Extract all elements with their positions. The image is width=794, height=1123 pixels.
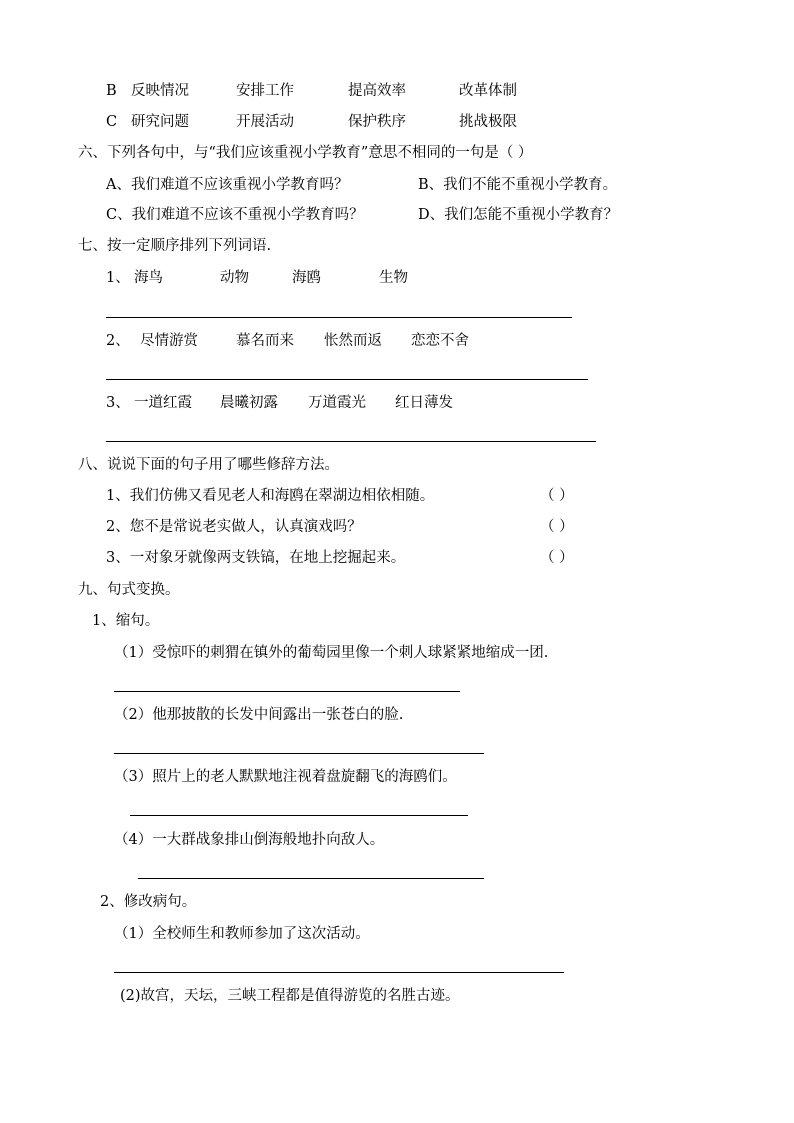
- q5-row-b-word-3: 提高效率: [348, 83, 406, 99]
- q5-row-b-word-1: 反映情况: [131, 83, 189, 99]
- q8-item-3: 3、一对象牙就像两支铁镐，在地上挖掘起来。: [106, 550, 406, 566]
- q5-row-c-letter: C: [106, 114, 118, 130]
- q9-part2-answer-line-1[interactable]: [114, 972, 564, 973]
- q6-title: 六、下列各句中，与“我们应该重视小学教育”意思不相同的一句是（ ）: [78, 145, 533, 161]
- q9-title: 九、句式变换。: [78, 582, 180, 598]
- q9-part1-item-3: （3）照片上的老人默默地注视着盘旋翻飞的海鸥们。: [114, 769, 457, 785]
- q5-row-b-word-2: 安排工作: [236, 83, 294, 99]
- q5-row-c-word-1: 研究问题: [131, 114, 189, 130]
- q9-part1-item-1: （1）受惊吓的刺猬在镇外的葡萄园里像一个刺人球紧紧地缩成一团.: [114, 645, 549, 661]
- q7-group-1-word-2: 动物: [220, 270, 249, 286]
- q7-group-3-word-3: 万道霞光: [308, 395, 366, 411]
- q5-row-b-word-4: 改革体制: [459, 83, 517, 99]
- q9-part2-item-2: (2)故宫，天坛，三峡工程都是值得游览的名胜古迹。: [120, 988, 460, 1004]
- q7-answer-line-1[interactable]: [106, 317, 572, 318]
- q7-group-3-word-1: 一道红霞: [134, 395, 192, 411]
- q8-title: 八、说说下面的句子用了哪些修辞方法。: [78, 457, 339, 473]
- q7-group-2-word-4: 恋恋不舍: [411, 333, 469, 349]
- q7-group-2-word-3: 怅然而返: [324, 333, 382, 349]
- q9-part1-title: 1、缩句。: [92, 613, 160, 629]
- q9-part1-answer-line-4[interactable]: [138, 878, 484, 879]
- q8-answer-paren-2[interactable]: （ ）: [540, 519, 574, 535]
- q9-part1-item-2: （2）他那披散的长发中间露出一张苍白的脸.: [114, 707, 404, 723]
- q6-option-d: D、我们怎能不重视小学教育？: [418, 207, 619, 223]
- q5-row-c-word-3: 保护秩序: [348, 114, 406, 130]
- q9-part2-title: 2、修改病句。: [100, 894, 197, 910]
- q7-group-3-num: 3、: [106, 395, 130, 411]
- q6-option-a: A、我们难道不应该重视小学教育吗？: [106, 177, 349, 193]
- q7-group-2-num: 2、: [106, 333, 130, 349]
- q7-group-2-word-1: 尽情游赏: [140, 333, 198, 349]
- q7-group-2-word-2: 慕名而来: [236, 333, 294, 349]
- q8-answer-paren-1[interactable]: （ ）: [540, 488, 574, 504]
- q6-option-b: B、我们不能不重视小学教育。: [418, 177, 618, 193]
- q5-row-b-letter: B: [106, 83, 117, 99]
- q8-answer-paren-3[interactable]: （ ）: [540, 550, 574, 566]
- q7-group-1-word-3: 海鸥: [292, 270, 321, 286]
- q9-part1-answer-line-3[interactable]: [130, 815, 468, 816]
- q7-group-1-word-4: 生物: [379, 270, 408, 286]
- q7-group-1-word-1: 海鸟: [134, 270, 163, 286]
- q9-part2-item-1: （1）全校师生和教师参加了这次活动。: [114, 926, 370, 942]
- q7-answer-line-2[interactable]: [106, 379, 588, 380]
- q5-row-c-word-4: 挑战极限: [459, 114, 517, 130]
- q9-part1-item-4: （4）一大群战象排山倒海般地扑向敌人。: [114, 832, 385, 848]
- q9-part1-answer-line-2[interactable]: [114, 753, 484, 754]
- q8-item-2: 2、您不是常说老实做人，认真演戏吗？: [106, 519, 362, 535]
- q7-title: 七、按一定顺序排列下列词语.: [78, 238, 272, 254]
- q7-group-3-word-2: 晨曦初露: [220, 395, 278, 411]
- q6-option-c: C、我们难道不应该不重视小学教育吗？: [106, 207, 364, 223]
- q5-row-c-word-2: 开展活动: [236, 114, 294, 130]
- q7-group-1-num: 1、: [106, 270, 130, 286]
- q7-group-3-word-4: 红日薄发: [395, 395, 453, 411]
- q7-answer-line-3[interactable]: [106, 441, 596, 442]
- q8-item-1: 1、我们仿佛又看见老人和海鸥在翠湖边相依相随。: [106, 488, 435, 504]
- q9-part1-answer-line-1[interactable]: [114, 691, 460, 692]
